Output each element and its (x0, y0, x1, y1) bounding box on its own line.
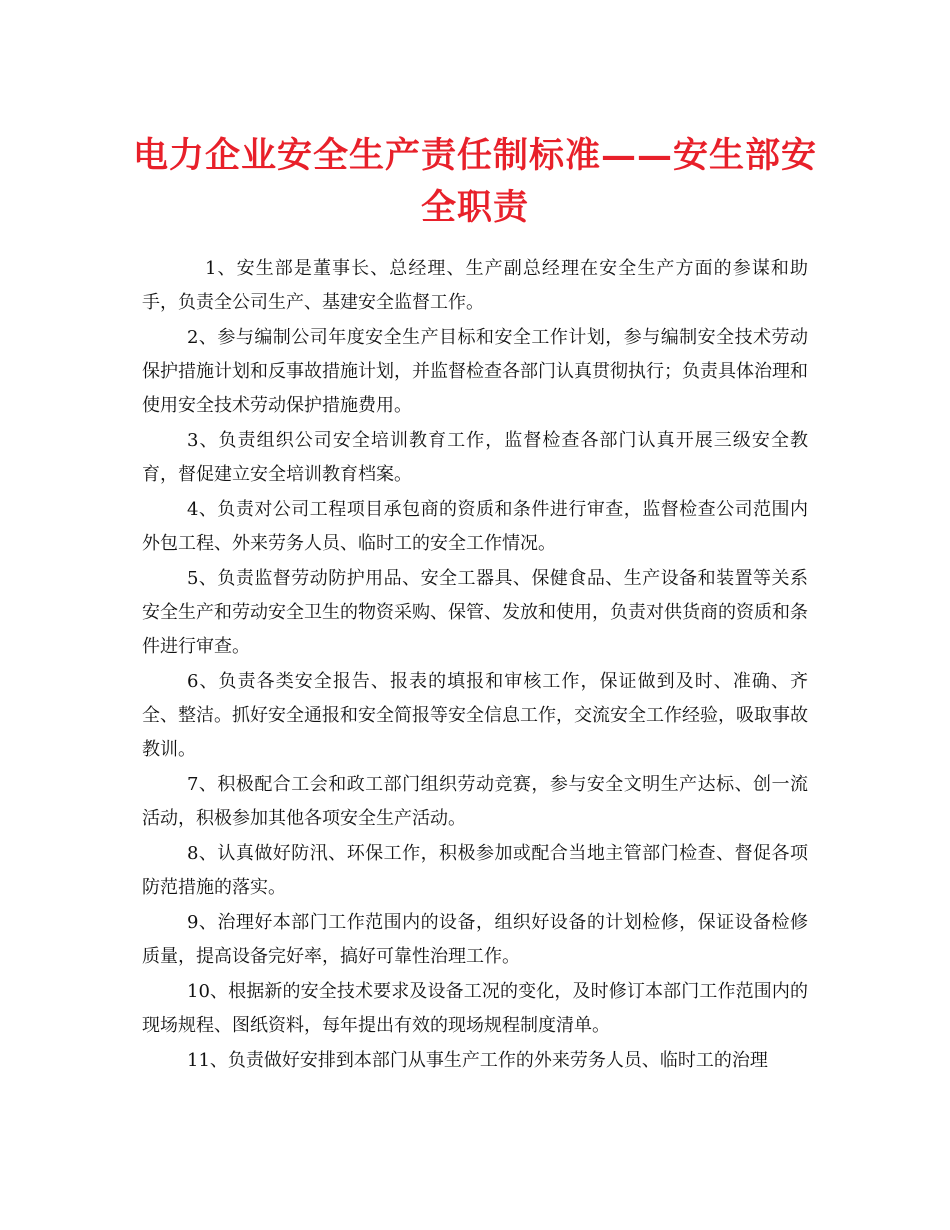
document-title: 电力企业安全生产责任制标准——安生部安全职责 (132, 135, 817, 228)
paragraph-9: 9、治理好本部门工作范围内的设备，组织好设备的计划检修，保证设备检修质量，提高设备完好率，搞好可靠性治理工作。 (142, 912, 808, 967)
paragraph-11: 11、负责做好安排到本部门从事生产工作的外来劳务人员、临时工的治理 (187, 1050, 768, 1071)
paragraph-3: 3、负责组织公司安全培训教育工作，监督检查各部门认真开展三级安全教育，督促建立安全培训教育档案。 (142, 430, 808, 485)
paragraph-8: 8、认真做好防汛、环保工作，积极参加或配合当地主管部门检查、督促各项防范措施的落实。 (142, 843, 808, 898)
paragraph-1: 1、安生部是董事长、总经理、生产副总经理在安全生产方面的参谋和助手，负责全公司生产、基建安全监督工作。 (142, 258, 808, 313)
paragraph-6: 6、负责各类安全报告、报表的填报和审核工作，保证做到及时、准确、齐全、整洁。抓好安全通报和安全简报等安全信息工作，交流安全工作经验，吸取事故教训。 (142, 671, 808, 760)
paragraph-2: 2、参与编制公司年度安全生产目标和安全工作计划，参与编制安全技术劳动保护措施计划和反事故措施计划，并监督检查各部门认真贯彻执行；负责具体治理和使用安全技术劳动保护措施费用。 (142, 327, 808, 416)
paragraph-5: 5、负责监督劳动防护用品、安全工器具、保健食品、生产设备和装置等关系安全生产和劳动安全卫生的物资采购、保管、发放和使用，负责对供货商的资质和条件进行审查。 (142, 568, 808, 657)
paragraph-10: 10、根据新的安全技术要求及设备工况的变化，及时修订本部门工作范围内的现场规程、图纸资料，每年提出有效的现场规程制度清单。 (142, 981, 808, 1036)
document-body (142, 252, 808, 1079)
paragraph-4: 4、负责对公司工程项目承包商的资质和条件进行审查，监督检查公司范围内外包工程、外来劳务人员、临时工的安全工作情况。 (142, 499, 808, 554)
paragraph-7: 7、积极配合工会和政工部门组织劳动竞赛，参与安全文明生产达标、创一流活动，积极参加其他各项安全生产活动。 (142, 774, 808, 829)
